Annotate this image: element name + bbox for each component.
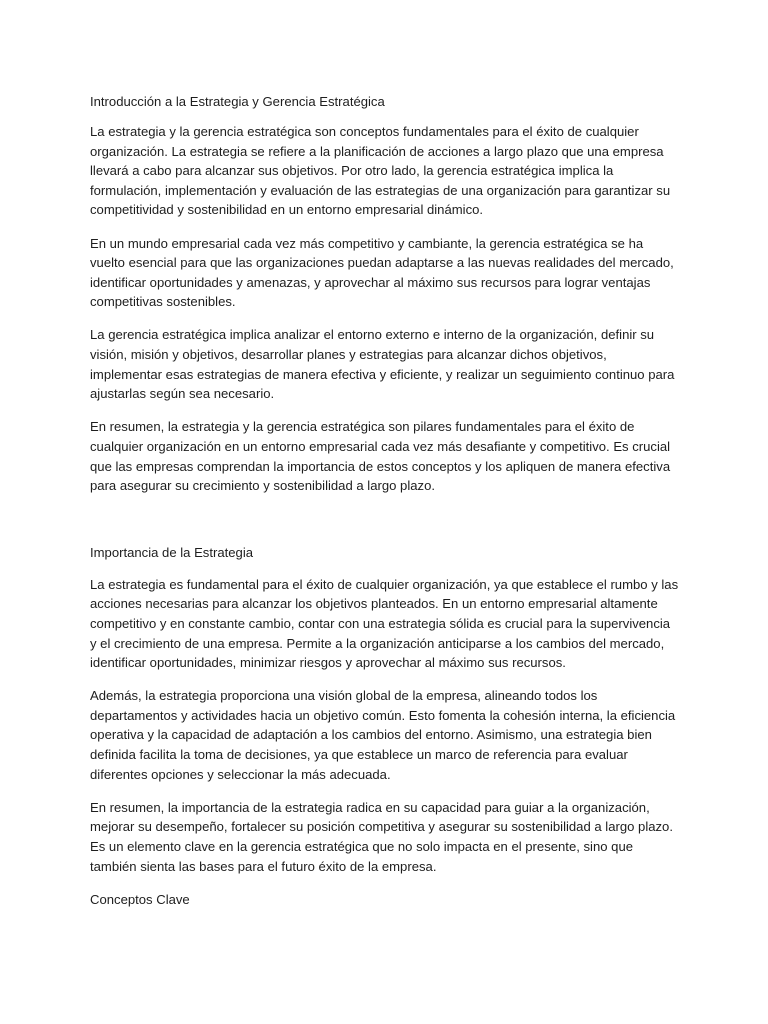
document-page [90, 92, 680, 921]
paragraph: La estrategia y la gerencia estratégica son conceptos fundamentales para el éxito de cualquier organización. La estrategia se refiere a la planificación de acciones a largo plazo que una empresa llevará a cabo para alcanzar sus objetivos. Por otro lado, la gerencia estratégica implica la formulación, implementación y evaluación de las estrategias de una organización para garantizar su competitividad y sostenibilidad en un entorno empresarial dinámico. [90, 124, 671, 218]
section-heading-conceptos-clave: Conceptos Clave [90, 891, 190, 907]
section-spacer [90, 509, 680, 543]
paragraph: Además, la estrategia proporciona una visión global de la empresa, alineando todos los departamentos y actividades hacia un objetivo común. Esto fomenta la cohesión interna, la eficiencia operativa y la capacidad de adaptación a los cambios del entorno. Asimismo, una estrategia bien definida facilita la toma de decisiones, ya que establece un marco de referencia para evaluar diferentes opciones y seleccionar la más adecuada. [90, 688, 676, 782]
paragraph: En resumen, la estrategia y la gerencia estratégica son pilares fundamentales para el éxito de cualquier organización en un entorno empresarial cada vez más desafiante y competitivo. Es crucial que las empresas comprendan la importancia de estos conceptos y los apliquen de manera efectiva para asegurar su crecimiento y sostenibilidad a largo plazo. [90, 419, 671, 494]
section-heading-introduccion: Introducción a la Estrategia y Gerencia Estratégica [90, 94, 385, 109]
paragraph: La estrategia es fundamental para el éxito de cualquier organización, ya que establece el rumbo y las acciones necesarias para alcanzar los objetivos planteados. En un entorno empresarial altamente competitivo y en constante cambio, contar con una estrategia sólida es crucial para la supervivencia y el crecimiento de una empresa. Permite a la organización anticiparse a los cambios del mercado, identificar oportunidades, minimizar riesgos y aprovechar al máximo sus recursos. [90, 576, 679, 671]
paragraph: La gerencia estratégica implica analizar el entorno externo e interno de la organización, definir su visión, misión y objetivos, desarrollar planes y estrategias para alcanzar dichos objetivos, implementar esas estrategias de manera efectiva y eficiente, y realizar un seguimiento continuo para ajustarlas según sea necesario. [90, 327, 675, 402]
paragraph: En resumen, la importancia de la estrategia radica en su capacidad para guiar a la organización, mejorar su desempeño, fortalecer su posición competitiva y asegurar su sostenibilidad a largo plazo. Es un elemento clave en la gerencia estratégica que no solo impacta en el presente, sino que también sienta las bases para el futuro éxito de la empresa. [90, 799, 673, 874]
section-heading-importancia: Importancia de la Estrategia [90, 545, 254, 561]
paragraph: En un mundo empresarial cada vez más competitivo y cambiante, la gerencia estratégica se ha vuelto esencial para que las organizaciones puedan adaptarse a las nuevas realidades del mercado, identificar oportunidades y amenazas, y aprovechar al máximo sus recursos para lograr ventajas competitivas sostenibles. [90, 235, 674, 310]
